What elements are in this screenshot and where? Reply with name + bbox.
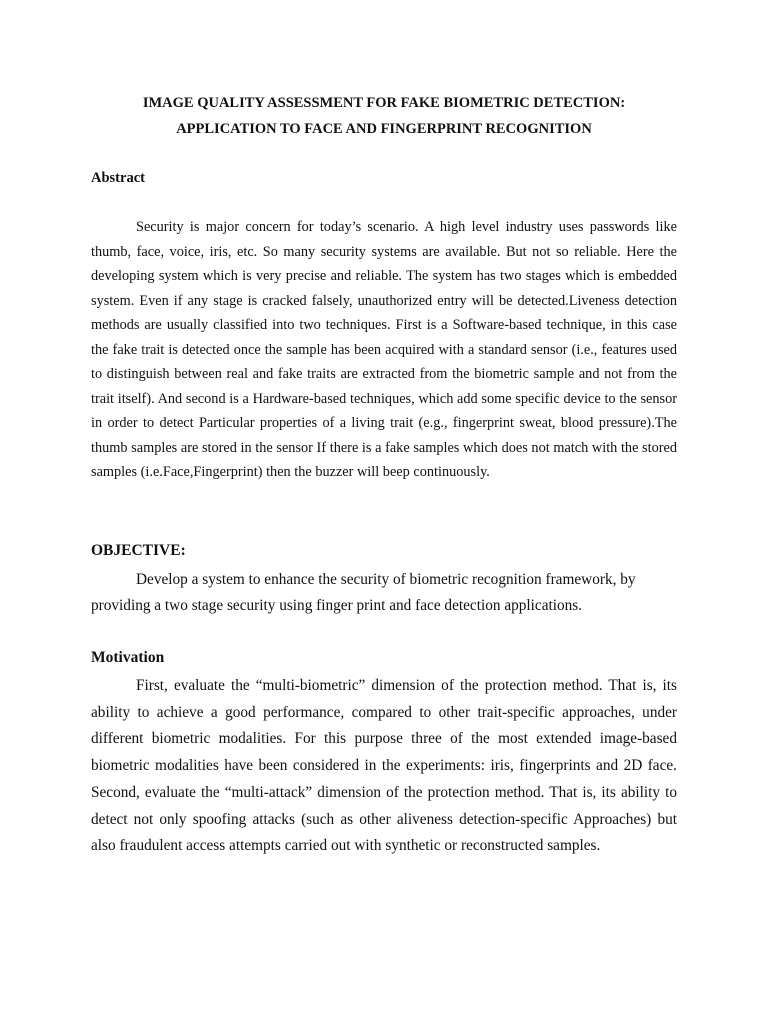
abstract-paragraph: Security is major concern for today’s scenario. A high level industry uses passwords like thumb, face, voice, iris, etc. So many security systems are available. But not so reliable. Here the developing system which is very precise and reliable. The system has two stages which is embedded system. Even if any stage is cracked falsely, unauthorized entry will be detected.Liveness detection methods are usually classified into two techniques. First is a Software-based technique, in this case the fake trait is detected once the sample has been acquired with a standard sensor (i.e., features used to distinguish between real and fake traits are extracted from the biometric sample and not from the trait itself). And second is a Hardware-based techniques, which add some specific device to the sensor in order to detect Particular properties of a living trait (e.g., fingerprint sweat, blood pressure).The thumb samples are stored in the sensor If there is a fake samples which does not match with the stored samples (i.e.Face,Fingerprint) then the buzzer will beep continuously.	[91, 219, 677, 480]
objective-heading-text: OBJECTIVE	[91, 542, 181, 559]
objective-heading	[91, 542, 186, 560]
title-line-2: APPLICATION TO FACE AND FINGERPRINT RECOGNITION	[176, 121, 592, 137]
title-line-1: IMAGE QUALITY ASSESSMENT FOR FAKE BIOMETRIC DETECTION:	[142, 95, 626, 111]
abstract-heading: Abstract	[91, 170, 145, 186]
objective-paragraph: Develop a system to enhance the security of biometric recognition framework, by providing a two stage security using finger print and face detection applications.	[91, 571, 636, 614]
motivation-heading: Motivation	[91, 649, 165, 666]
motivation-paragraph: First, evaluate the “multi-biometric” dimension of the protection method. That is, its ability to achieve a good performance, compared to other trait-specific approaches, under different biometric modalities. For this purpose three of the most extended image-based biometric modalities have been considered in the experiments: iris, fingerprints and 2D face. Second, evaluate the “multi-attack” dimension of the protection method. That is, its ability to detect not only spoofing attacks (such as other aliveness detection-specific Approaches) but also fraudulent access attempts carried out with synthetic or reconstructed samples.	[91, 677, 677, 855]
document-title	[90, 90, 678, 142]
objective-heading-colon: :	[180, 542, 186, 559]
